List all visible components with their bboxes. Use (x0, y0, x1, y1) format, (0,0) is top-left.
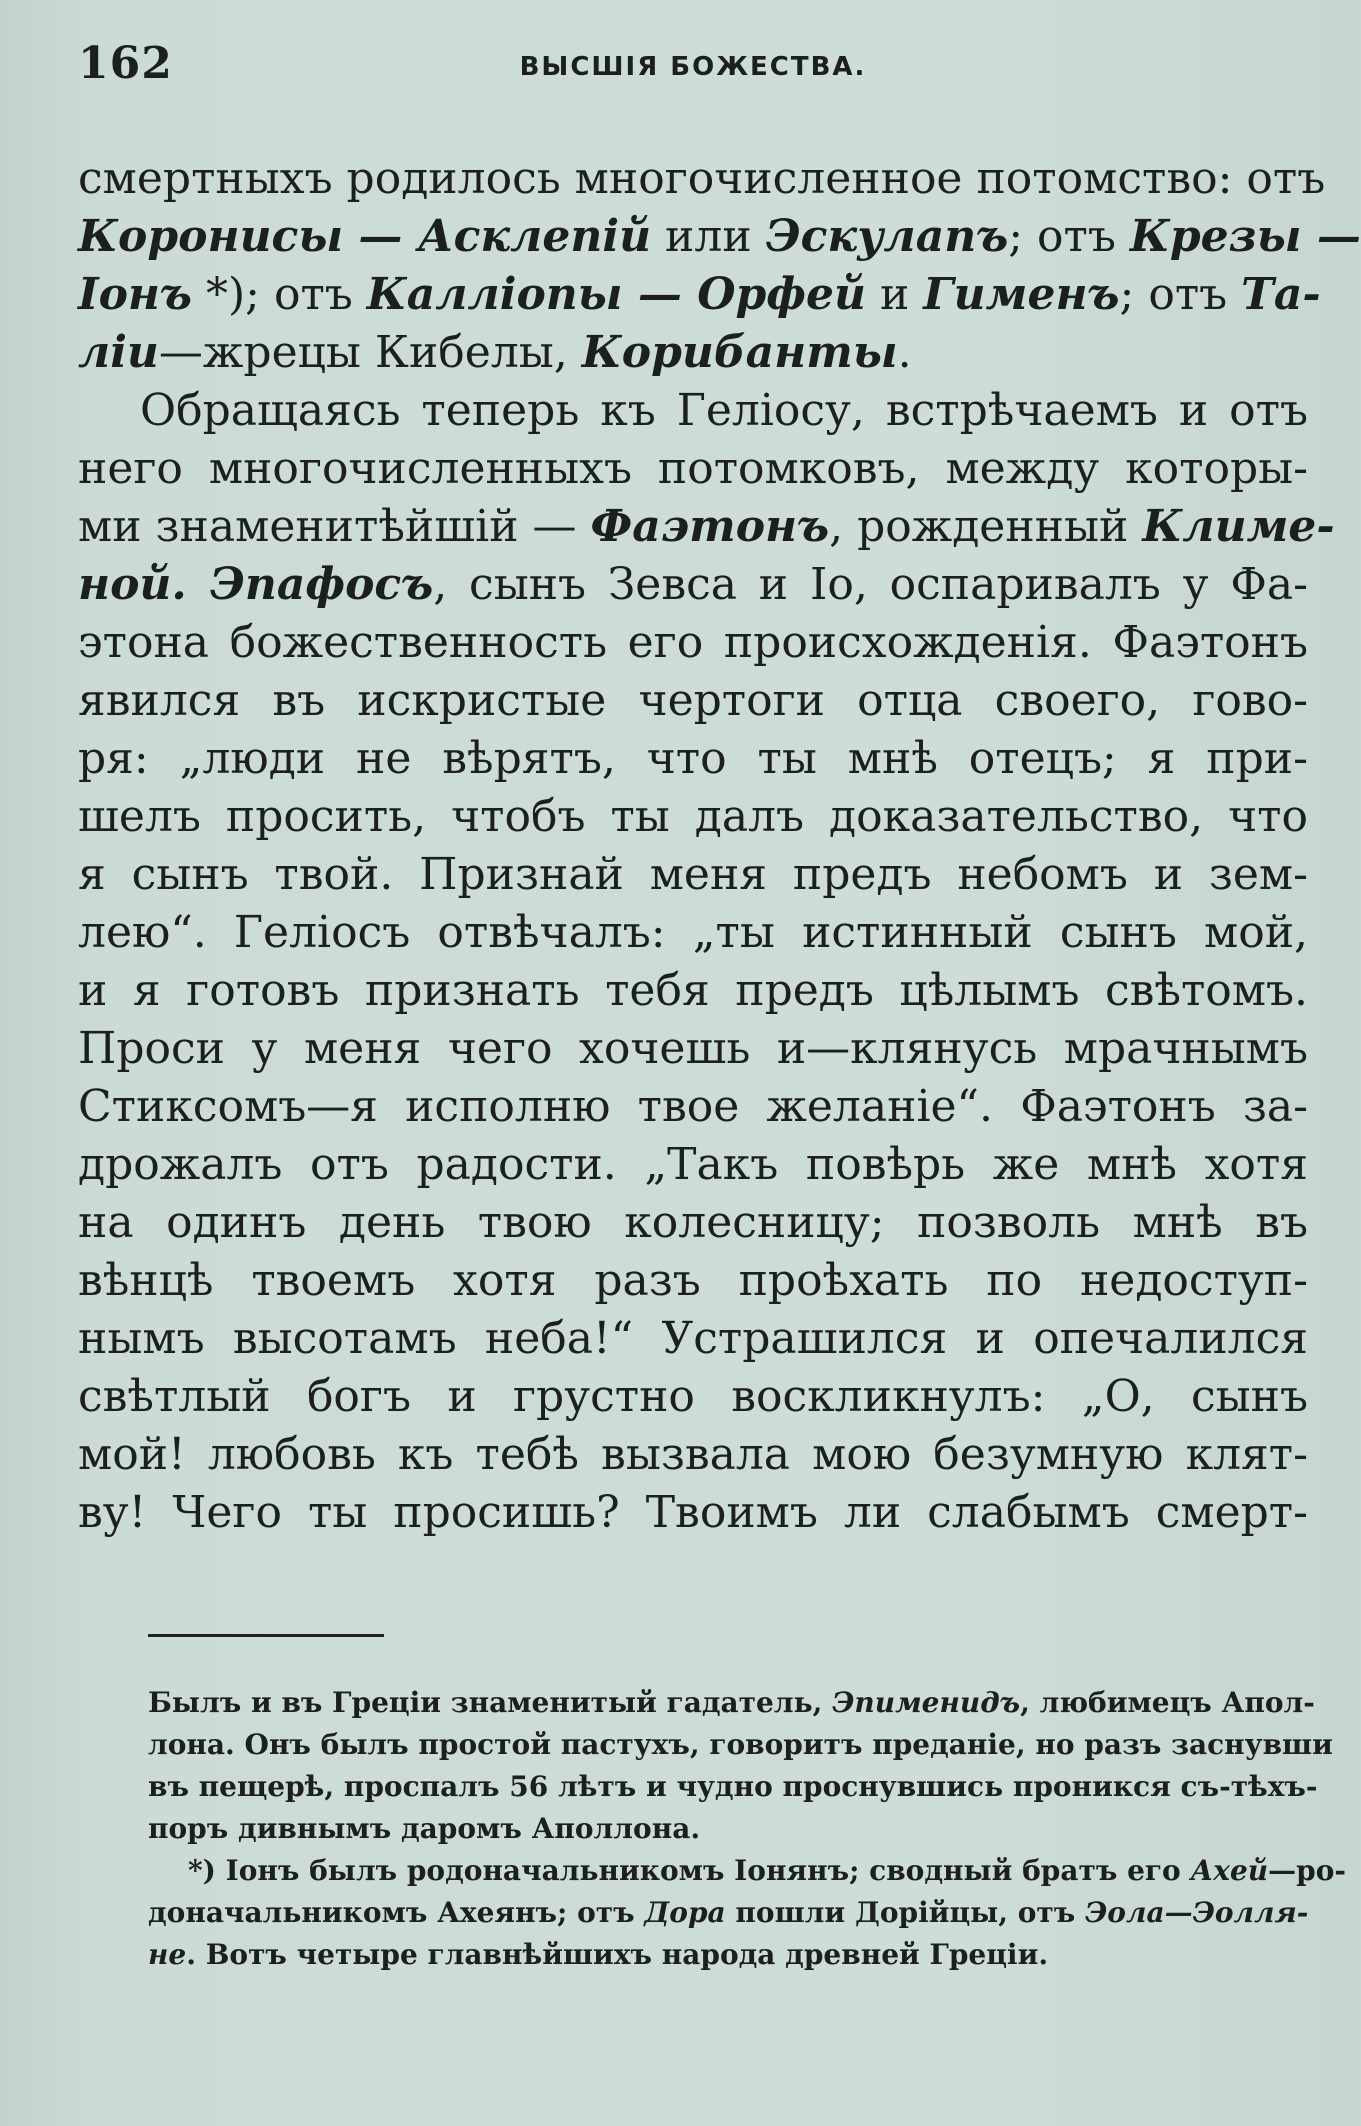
text-line (78, 440, 1308, 498)
text-line (78, 1310, 1308, 1368)
text-segment: . Вотъ четыре главнѣйшихъ народа древней Греціи. (186, 1938, 1049, 1971)
page-header (78, 38, 1308, 98)
text-segment: вѣнцѣ твоемъ хотя разъ проѣхать по недоступ- (78, 1255, 1308, 1306)
text-segment: *); отъ (192, 269, 367, 320)
emphasized-text: Эпименидъ (832, 1686, 1021, 1719)
emphasized-text: Крезы — (1129, 211, 1361, 262)
text-segment: доначальникомъ Ахеянъ; отъ (148, 1896, 645, 1929)
text-segment: смертныхъ родилось многочисленное потомство: отъ (78, 153, 1326, 204)
main-text (78, 150, 1361, 1542)
footnote-line (148, 1682, 1315, 1724)
text-line (78, 846, 1308, 904)
text-line (78, 730, 1308, 788)
text-segment: —ро- (1268, 1854, 1347, 1887)
emphasized-text: ной. Эпафосъ (78, 559, 434, 610)
footnote-line (148, 1808, 1308, 1850)
text-line (78, 150, 1326, 208)
footnote-line (148, 1892, 1308, 1934)
text-segment: , сынъ Зевса и Іо, оспаривалъ у Фа- (433, 559, 1308, 610)
footnote-line (148, 1724, 1333, 1766)
text-segment: ми знаменитѣйшій — (78, 501, 591, 552)
text-line (78, 1136, 1308, 1194)
text-segment: , любимецъ Апол- (1020, 1686, 1315, 1719)
footnote-divider (148, 1634, 384, 1637)
emphasized-text: Климе- (1142, 501, 1335, 552)
text-line (78, 324, 1308, 382)
emphasized-text: Іонъ (78, 269, 192, 320)
text-segment: Проси у меня чего хочешь и—клянусь мрачнымъ (78, 1023, 1308, 1074)
text-segment: Обращаясь теперь къ Геліосу, встрѣчаемъ и отъ (140, 385, 1308, 436)
text-segment: ; отъ (1008, 211, 1130, 262)
text-line (78, 614, 1308, 672)
text-segment: свѣтлый богъ и грустно воскликнулъ: „О, сынъ (78, 1371, 1308, 1422)
text-segment: въ пещерѣ, проспалъ 56 лѣтъ и чудно проснувшись проникся съ-тѣхъ- (148, 1770, 1318, 1803)
running-title: ВЫСШІЯ БОЖЕСТВА. (519, 52, 867, 82)
text-line (78, 1252, 1308, 1310)
footnote-line (148, 1934, 1308, 1976)
text-segment: него многочисленныхъ потомковъ, между которы- (78, 443, 1308, 494)
text-segment: *) Іонъ былъ родоначальникомъ Іонянъ; сводный братъ его (188, 1854, 1191, 1887)
text-segment: нымъ высотамъ неба!“ Устрашился и опечалился (78, 1313, 1308, 1364)
text-segment: Былъ и въ Греціи знаменитый гадатель, (148, 1686, 833, 1719)
text-segment: Стиксомъ—я исполню твое желаніе“. Фаэтонъ за- (78, 1081, 1308, 1132)
text-segment: мой! любовь къ тебѣ вызвала мою безумную клят- (78, 1429, 1308, 1480)
text-segment: этона божественность его происхожденія. Фаэтонъ (78, 617, 1308, 668)
text-segment: я сынъ твой. Признай меня предъ небомъ и зем- (78, 849, 1308, 900)
text-segment: пошли Дорійцы, отъ (725, 1896, 1085, 1929)
text-line (78, 208, 1361, 266)
text-segment: . (897, 327, 912, 378)
text-segment: ; отъ (1119, 269, 1242, 320)
text-segment: ря: „люди не вѣрятъ, что ты мнѣ отецъ; я при- (78, 733, 1308, 784)
text-line (78, 556, 1308, 614)
text-line (78, 1484, 1308, 1542)
emphasized-text: Эскулапъ (765, 211, 1009, 262)
text-line (78, 672, 1308, 730)
emphasized-text: Гименъ (923, 269, 1120, 320)
text-segment: или (651, 211, 766, 262)
emphasized-text: Фаэтонъ (590, 501, 830, 552)
emphasized-text: ліи (78, 327, 159, 378)
text-line (78, 382, 1308, 440)
text-line (78, 1078, 1308, 1136)
emphasized-text: Дора (644, 1896, 726, 1929)
text-segment: , рожденный (829, 501, 1143, 552)
text-segment: на одинъ день твою колесницу; позволь мнѣ въ (78, 1197, 1308, 1248)
emphasized-text: Корибанты (581, 327, 898, 378)
page-number: 162 (78, 38, 173, 89)
emphasized-text: Та- (1241, 269, 1321, 320)
text-segment: шелъ просить, чтобъ ты далъ доказательство, что (78, 791, 1308, 842)
text-line (78, 1194, 1308, 1252)
text-segment: явился въ искристые чертоги отца своего, гово- (78, 675, 1308, 726)
footnote-line (148, 1766, 1318, 1808)
text-segment: лона. Онъ былъ простой пастухъ, говоритъ преданіе, но разъ заснувши (148, 1728, 1333, 1761)
text-line (78, 1020, 1308, 1078)
text-segment: поръ дивнымъ даромъ Аполлона. (148, 1812, 701, 1845)
footnote-line (148, 1850, 1347, 1892)
text-line (78, 1426, 1308, 1484)
text-line (78, 904, 1308, 962)
text-segment: дрожалъ отъ радости. „Такъ повѣрь же мнѣ хотя (78, 1139, 1308, 1190)
text-line (78, 1368, 1308, 1426)
text-segment: и (865, 269, 924, 320)
text-segment: лею“. Геліосъ отвѣчалъ: „ты истинный сынъ мой, (78, 907, 1308, 958)
footnotes (148, 1682, 1347, 1976)
text-segment: ву! Чего ты просишь? Твоимъ ли слабымъ смерт- (78, 1487, 1308, 1538)
emphasized-text: Ахей (1190, 1854, 1269, 1887)
text-line (78, 962, 1308, 1020)
emphasized-text: Коронисы — Асклепій (78, 211, 652, 262)
emphasized-text: Эола—Эолля- (1085, 1896, 1309, 1929)
text-segment: —жрецы Кибелы, (158, 327, 582, 378)
emphasized-text: Калліопы — Орфей (366, 269, 866, 320)
emphasized-text: не (148, 1938, 187, 1971)
text-line (78, 498, 1335, 556)
text-segment: и я готовъ признать тебя предъ цѣлымъ свѣтомъ. (78, 965, 1308, 1016)
text-line (78, 788, 1308, 846)
text-line (78, 266, 1321, 324)
